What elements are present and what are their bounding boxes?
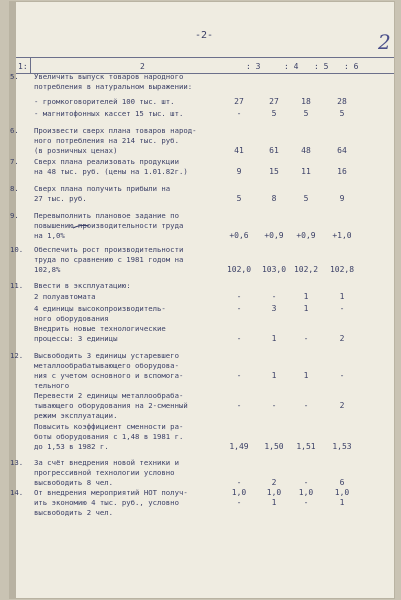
row-text-line: Сверх плана получить прибыли на <box>34 184 171 193</box>
header-rule-top <box>16 57 394 58</box>
value-cell: 102,8 <box>329 265 355 274</box>
value-cell: - <box>236 478 242 487</box>
value-cell: 8 <box>271 194 277 203</box>
value-cell: 103,0 <box>261 265 287 274</box>
row-text-line: высвободить 8 чел. <box>34 478 114 487</box>
row-text-line: - громкоговорителей 100 тыс. шт. <box>34 97 175 106</box>
value-cell: 1,49 <box>229 442 249 451</box>
value-cell: 48 <box>301 146 311 155</box>
handwritten-page-mark: 2 <box>378 30 391 54</box>
value-cell: 2 <box>339 401 345 410</box>
value-cell: 1,0 <box>231 488 247 497</box>
value-cell: 1,51 <box>296 442 316 451</box>
row-number: 8. <box>10 184 19 193</box>
value-cell: 1 <box>271 371 277 380</box>
value-cell: 18 <box>301 97 311 106</box>
value-cell: - <box>339 304 345 313</box>
row-text-line: Повысить коэффициент сменности ра- <box>34 422 184 431</box>
value-cell: - <box>236 109 242 118</box>
value-cell: 28 <box>337 97 347 106</box>
handwritten-underline <box>72 224 90 230</box>
value-cell: - <box>236 304 242 313</box>
row-number: 14. <box>10 488 24 497</box>
header-col-6: : 6 <box>344 62 359 71</box>
row-text-line: 102,8% <box>34 265 61 274</box>
value-cell: 1 <box>339 292 345 301</box>
value-cell: - <box>339 371 345 380</box>
row-text-line: ного оборудования <box>34 314 109 323</box>
value-cell: 1 <box>339 498 345 507</box>
row-text-line: ного потребления на 214 тыс. руб. <box>34 136 179 145</box>
value-cell: - <box>271 401 277 410</box>
value-cell: 2 <box>339 334 345 343</box>
row-text-line: Увеличить выпуск товаров народного <box>34 72 184 81</box>
row-text-line: 2 полуавтомата <box>34 292 96 301</box>
value-cell: 1,50 <box>264 442 284 451</box>
value-cell: 6 <box>339 478 345 487</box>
row-text-line: 4 единицы высокопроизводитель- <box>34 304 166 313</box>
row-text-line: Произвести сверх плана товаров народ- <box>34 126 197 135</box>
value-cell: 1 <box>303 304 309 313</box>
row-text-line: тельного <box>34 381 70 390</box>
value-cell: 5 <box>236 194 242 203</box>
row-text-line: металлообрабатывающего оборудова- <box>34 361 179 370</box>
value-cell: 27 <box>234 97 244 106</box>
row-number: 9. <box>10 211 19 220</box>
row-number: 12. <box>10 351 24 360</box>
header-col-2: 2 <box>140 62 145 71</box>
row-text-line: Внедрить новые технологические <box>34 324 166 333</box>
value-cell: 64 <box>337 146 347 155</box>
value-cell: 9 <box>236 167 242 176</box>
value-cell: +0,6 <box>229 231 249 240</box>
value-cell: 16 <box>337 167 347 176</box>
value-cell: 3 <box>271 304 277 313</box>
value-cell: - <box>303 478 309 487</box>
value-cell: 1,0 <box>334 488 350 497</box>
value-cell: 102,0 <box>226 265 252 274</box>
document-page <box>10 2 394 598</box>
value-cell: 11 <box>301 167 311 176</box>
row-text-line: ния с учетом основного и вспомога- <box>34 371 184 380</box>
value-cell: 9 <box>339 194 345 203</box>
row-text-line: труда по сравнению с 1981 годом на <box>34 255 184 264</box>
value-cell: - <box>236 292 242 301</box>
value-cell: - <box>236 334 242 343</box>
page-number: -2- <box>195 30 214 41</box>
value-cell: 15 <box>269 167 279 176</box>
row-text-line: От внедрения мероприятий НОТ получ- <box>34 488 188 497</box>
binding-strip <box>10 2 16 598</box>
row-text-line: боты оборудования с 1,48 в 1981 г. <box>34 432 184 441</box>
row-text-line: Перевести 2 единицы металлообраба- <box>34 391 184 400</box>
row-text-line: до 1,53 в 1982 г. <box>34 442 109 451</box>
value-cell: 5 <box>303 194 309 203</box>
row-text-line: Ввести в эксплуатацию: <box>34 281 131 290</box>
row-text-line: (в розничных ценах) <box>34 146 118 155</box>
value-cell: 102,2 <box>293 265 319 274</box>
value-cell: 1 <box>271 498 277 507</box>
row-text-line: Сверх плана реализовать продукции <box>34 157 179 166</box>
value-cell: 1,53 <box>332 442 352 451</box>
value-cell: - <box>236 371 242 380</box>
row-number: 10. <box>10 245 24 254</box>
row-text-line: повышению производительности труда <box>34 221 184 230</box>
value-cell: +0,9 <box>296 231 316 240</box>
value-cell: +1,0 <box>332 231 352 240</box>
row-number: 13. <box>10 458 24 467</box>
row-text-line: высвободить 2 чел. <box>34 508 114 517</box>
value-cell: +0,9 <box>264 231 284 240</box>
row-text-line: режим эксплуатации. <box>34 411 118 420</box>
row-text-line: прогрессивной технологии условно <box>34 468 175 477</box>
header-col-4: : 4 <box>284 62 299 71</box>
header-divider <box>30 57 31 73</box>
row-number: 11. <box>10 281 24 290</box>
row-text-line: процессы: 3 единицы <box>34 334 118 343</box>
value-cell: - <box>271 292 277 301</box>
header-col-3: : 3 <box>246 62 261 71</box>
value-cell: 1 <box>271 334 277 343</box>
row-text-line: Высвободить 3 единицы устаревшего <box>34 351 179 360</box>
value-cell: - <box>236 498 242 507</box>
value-cell: 1 <box>303 292 309 301</box>
row-text-line: потребления в натуральном выражении: <box>34 82 193 91</box>
value-cell: 27 <box>269 97 279 106</box>
row-number: 6. <box>10 126 19 135</box>
value-cell: 1,0 <box>298 488 314 497</box>
row-text-line: ить экономию 4 тыс. руб., условно <box>34 498 179 507</box>
header-col-1: 1: <box>18 62 28 71</box>
row-text-line: Перевыполнить плановое задание по <box>34 211 179 220</box>
value-cell: 1,0 <box>266 488 282 497</box>
row-text-line: на 1,0% <box>34 231 65 240</box>
row-text-line: За счёт внедрения новой техники и <box>34 458 179 467</box>
value-cell: 2 <box>271 478 277 487</box>
value-cell: - <box>236 401 242 410</box>
value-cell: 5 <box>303 109 309 118</box>
row-number: 7. <box>10 157 19 166</box>
value-cell: 41 <box>234 146 244 155</box>
value-cell: 5 <box>339 109 345 118</box>
row-text-line: - магнитофонных кассет 15 тыс. шт. <box>34 109 184 118</box>
value-cell: 61 <box>269 146 279 155</box>
value-cell: - <box>303 498 309 507</box>
header-col-5: : 5 <box>314 62 329 71</box>
row-number: 5. <box>10 72 19 81</box>
value-cell: 5 <box>271 109 277 118</box>
row-text-line: тывающего оборудования на 2-сменный <box>34 401 188 410</box>
row-text-line: на 48 тыс. руб. (цены на 1.01.82г.) <box>34 167 188 176</box>
value-cell: 1 <box>303 371 309 380</box>
value-cell: - <box>303 401 309 410</box>
row-text-line: 27 тыс. руб. <box>34 194 87 203</box>
value-cell: - <box>303 334 309 343</box>
row-text-line: Обеспечить рост производительности <box>34 245 184 254</box>
